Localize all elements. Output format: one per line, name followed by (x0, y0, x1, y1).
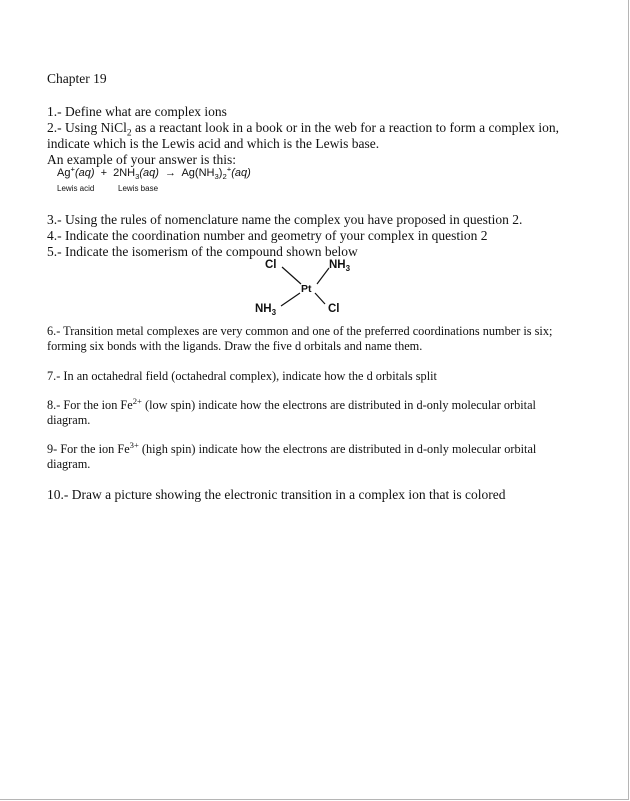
question-6-line-2: forming six bonds with the ligands. Draw the five d orbitals and name them. (47, 339, 423, 353)
question-9-superscript: 3+ (129, 439, 139, 450)
chapter-heading: Chapter 19 (47, 71, 107, 86)
question-3: 3.- Using the rules of nomenclature name the complex you have proposed in question 2. (47, 212, 523, 227)
question-2-text-a: 2.- Using NiCl (47, 120, 127, 135)
product-complex: Ag(NH (181, 167, 215, 179)
bond-cl-top (282, 267, 301, 284)
product-subscript-2: 2 (222, 172, 227, 182)
question-9-text-b: (high spin) indicate how the electrons are distributed in d-only molecular orbital (138, 442, 537, 456)
atom-nh3-top: $NH_3$ (329, 259, 351, 273)
reactant-silver: Ag (57, 167, 71, 179)
question-4: 4.- Indicate the coordination number and geometry of your complex in question 2 (47, 228, 488, 243)
question-2-line-1 (47, 120, 559, 139)
label-lewis-acid: Lewis acid (57, 184, 95, 193)
platinum-complex-structure (245, 256, 375, 318)
product-subscript-1: 3 (214, 172, 219, 182)
question-9-line-1 (47, 439, 537, 457)
question-7: 7.- In an octahedral field (octahedral complex), indicate how the d orbitals split (47, 369, 437, 383)
state-aq-1: (aq) (74, 167, 95, 179)
silver-charge: + (70, 164, 75, 174)
question-2-line-3: An example of your answer is this: (47, 152, 236, 167)
question-8-line-1 (47, 395, 536, 413)
question-2-line-2: indicate which is the Lewis acid and which is the Lewis base. (47, 136, 380, 151)
question-9-line-2: diagram. (47, 457, 91, 471)
question-10: 10.- Draw a picture showing the electronic transition in a complex ion that is colored (47, 487, 506, 502)
product-charge: + (226, 164, 232, 174)
question-2-text-b: as a reactant look in a book or in the web for a reaction to form a complex ion, (131, 120, 559, 135)
product-paren: ) (218, 167, 223, 179)
state-aq-2: (aq) (139, 167, 159, 179)
bond-cl-bottom (315, 293, 325, 304)
label-lewis-base: Lewis base (118, 184, 159, 193)
question-9-text-a: 9- For the ion Fe (47, 442, 130, 456)
question-8-line-2: diagram. (47, 413, 91, 427)
plus-sign: + (100, 167, 108, 179)
question-6-line-1: 6.- Transition metal complexes are very common and one of the preferred coordinations number is six; (47, 324, 553, 338)
ammonia-subscript: 3 (135, 172, 140, 182)
state-aq-3: (aq) (231, 167, 251, 179)
question-8-text-b: (low spin) indicate how the electrons are distributed in d-only molecular orbital (141, 398, 536, 412)
question-8-text-a: 8.- For the ion Fe (47, 398, 133, 412)
question-1: 1.- Define what are complex ions (47, 104, 227, 119)
question-2-subscript: 2 (126, 128, 132, 139)
bond-nh3-top (317, 268, 329, 284)
bond-nh3-bottom (281, 293, 300, 306)
reaction-arrow: → (165, 167, 177, 179)
atom-cl-bottom: Cl (328, 303, 340, 315)
atom-nh3-bottom: $NH_3$ (255, 303, 277, 317)
reactant-ammonia: 2NH (113, 167, 136, 179)
atom-pt: Pt (301, 283, 312, 295)
example-reaction (57, 164, 251, 182)
question-5: 5.- Indicate the isomerism of the compound shown below (47, 244, 358, 259)
question-8-superscript: 2+ (132, 395, 142, 406)
atom-cl-top: Cl (265, 259, 277, 271)
